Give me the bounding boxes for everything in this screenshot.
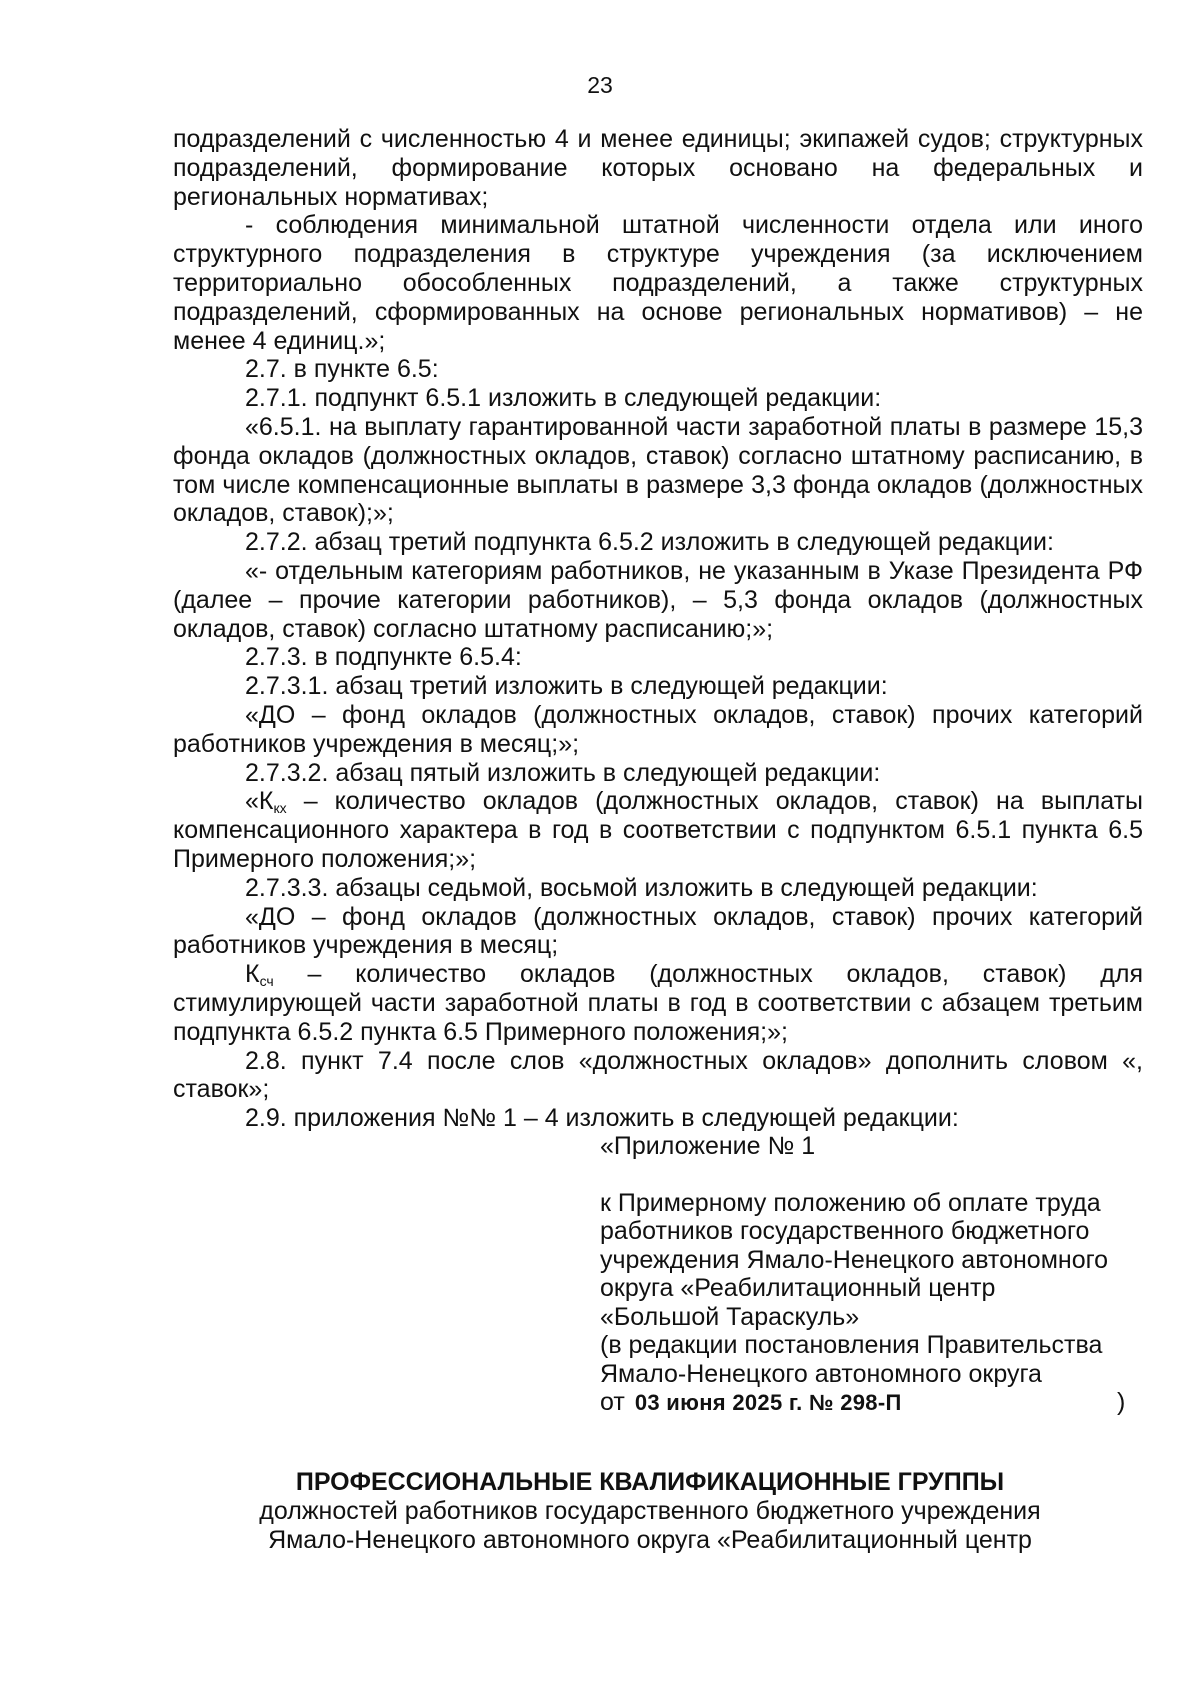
resolution-reference <box>600 1388 1160 1418</box>
section-heading <box>200 1468 1100 1555</box>
paragraph: 2.7.3.2. абзац пятый изложить в следующей редакции: <box>245 758 881 787</box>
symbol-text: К <box>245 960 260 989</box>
paragraph: «6.5.1. на выплату гарантированной части заработной платы в размере 15,3 фонда окладов (должностных окладов, ставок) согласно штатному расписанию, в том числе компенсационные выплаты в размере 3,3 фонда окладов (должностных окладов, ставок);»; <box>173 412 1143 528</box>
appendix-line: Ямало-Ненецкого автономного округа <box>600 1359 1042 1388</box>
heading-title: ПРОФЕССИОНАЛЬНЫЕ КВАЛИФИКАЦИОННЫЕ ГРУППЫ <box>295 1468 1005 1496</box>
appendix-line: к Примерному положению об оплате труда <box>600 1188 1101 1217</box>
appendix-title: «Приложение № 1 <box>600 1132 816 1160</box>
appendix-line: работников государственного бюджетного <box>600 1217 1090 1245</box>
paragraph: 2.8. пункт 7.4 после слов «должностных окладов» дополнить словом «, ставок»; <box>173 1046 1143 1104</box>
paragraph: «ДО – фонд окладов (должностных окладов, ставок) прочих категорий работников учреждения в месяц; <box>173 902 1143 960</box>
appendix-line: (в редакции постановления Правительства <box>600 1331 1103 1359</box>
heading-subtitle: Ямало-Ненецкого автономного округа «Реабилитационный центр <box>268 1526 1032 1554</box>
paragraph-with-subscript <box>173 960 1143 1046</box>
paragraph: 2.7. в пункте 6.5: <box>245 355 439 384</box>
paragraph: «- отдельным категориям работников, не указанным в Указе Президента РФ (далее – прочие категории работников), – 5,3 фонда окладов (должностных окладов, ставок) согласно штатному расписанию;»; <box>173 556 1143 643</box>
paragraph: подразделений с численностью 4 и менее единицы; экипажей судов; структурных подразделений, формирование которых основано на федеральных и региональных нормативах; <box>173 125 1143 211</box>
symbol-text: «К <box>245 787 274 816</box>
paragraph: «ДО – фонд окладов (должностных окладов, ставок) прочих категорий работников учреждения в месяц;»; <box>173 700 1143 758</box>
paragraph: 2.7.3. в подпункте 6.5.4: <box>245 643 522 672</box>
closing-parenthesis: ) <box>1117 1388 1126 1416</box>
from-label: от <box>600 1388 625 1416</box>
paragraph: 2.7.3.1. абзац третий изложить в следующей редакции: <box>245 672 888 701</box>
subscript-text: кх <box>273 800 287 817</box>
appendix-line: округа «Реабилитационный центр <box>600 1274 996 1302</box>
paragraph: 2.9. приложения №№ 1 – 4 изложить в следующей редакции: <box>245 1104 959 1133</box>
appendix-line: «Большой Тараскуль» <box>600 1302 860 1331</box>
page-number: 23 <box>587 72 613 98</box>
paragraph: - соблюдения минимальной штатной численности отдела или иного структурного подразделения в структуре учреждения (за исключением территориально обособленных подразделений, а также структурных подразделений, сформированных на основе региональных нормативов) – не менее 4 единиц.»; <box>173 211 1143 355</box>
paragraph-text: – количество окладов (должностных окладов, ставок) для стимулирующей части заработной платы в год в соответствии с абзацем третьим подпункта 6.5.2 пункта 6.5 Примерного положения;»; <box>173 960 1143 1046</box>
paragraph: 2.7.2. абзац третий подпункта 6.5.2 изложить в следующей редакции: <box>245 528 1054 557</box>
subscript-text: сч <box>259 973 274 990</box>
appendix-line: учреждения Ямало-Ненецкого автономного <box>600 1245 1109 1274</box>
heading-subtitle: должностей работников государственного бюджетного учреждения <box>259 1497 1041 1525</box>
paragraph: 2.7.1. подпункт 6.5.1 изложить в следующей редакции: <box>245 384 882 413</box>
appendix-block <box>600 1132 1160 1418</box>
paragraph: 2.7.3.3. абзацы седьмой, восьмой изложить в следующей редакции: <box>245 873 1038 902</box>
resolution-date-number: 03 июня 2025 г. № 298-П <box>634 1390 902 1415</box>
paragraph-text: – количество окладов (должностных окладов, ставок) на выплаты компенсационного характера в год в соответствии с подпунктом 6.5.1 пункта 6.5 Примерного положения;»; <box>173 787 1143 873</box>
paragraph-with-subscript <box>173 787 1143 873</box>
document-body <box>173 125 1143 1133</box>
